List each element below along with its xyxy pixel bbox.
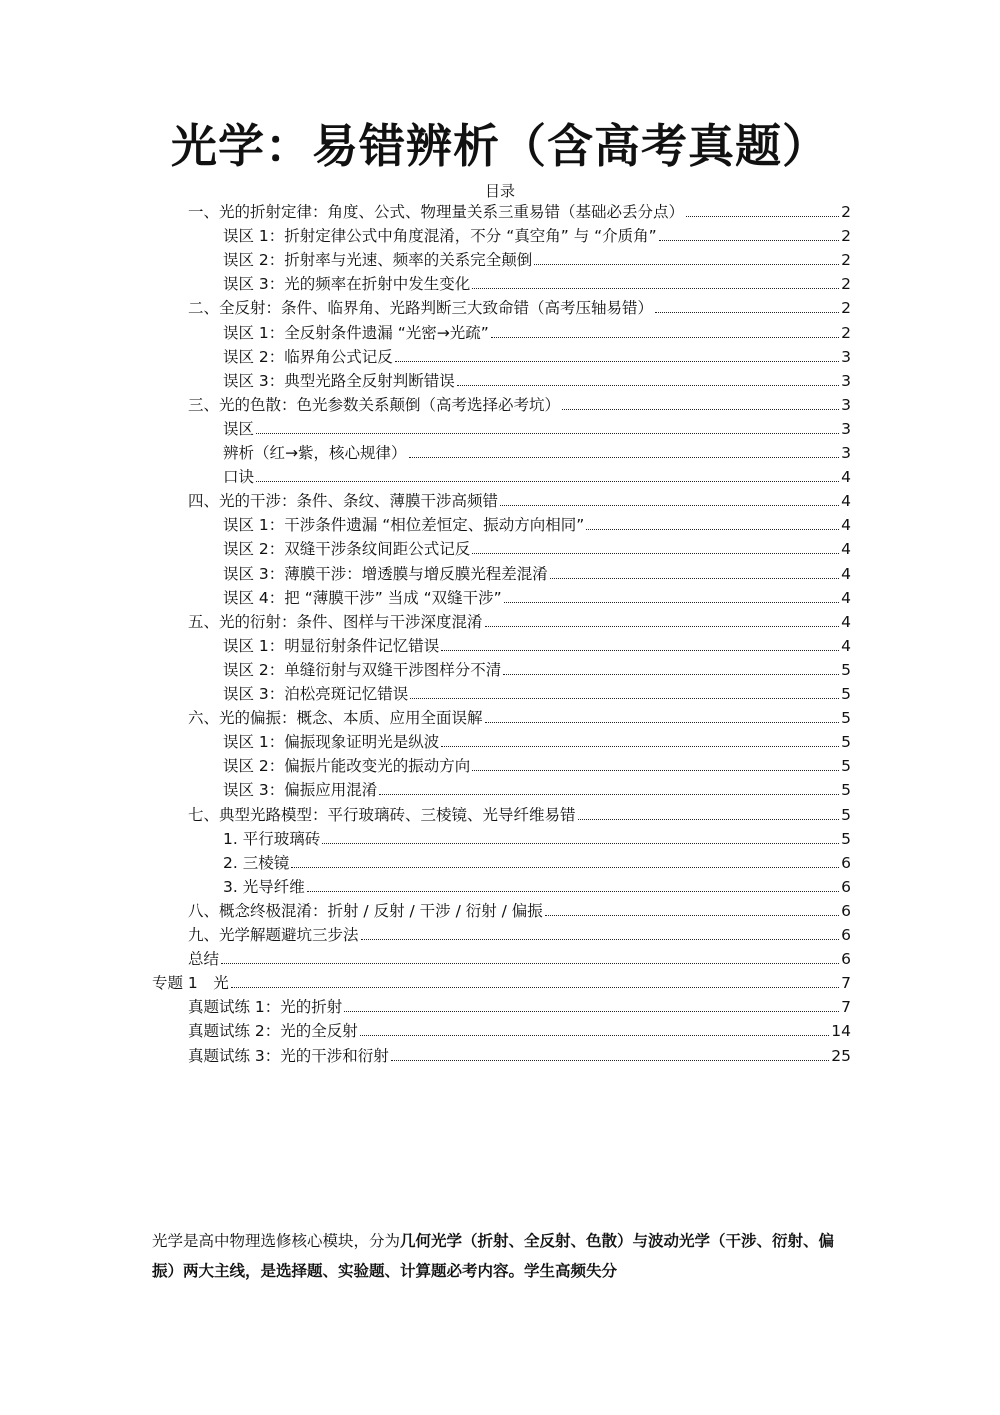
toc-dot-leader	[485, 610, 840, 627]
toc-dot-leader	[472, 754, 839, 771]
toc-entry-page: 6	[841, 853, 851, 872]
toc-entry-title: 误区 1：干涉条件遗漏 “相位差恒定、振动方向相同”	[223, 516, 585, 535]
toc-entry[interactable]	[223, 778, 851, 802]
toc-entry-page: 4	[841, 636, 851, 655]
toc-dot-leader	[441, 730, 839, 747]
toc-entry-title: 五、光的衍射：条件、图样与干涉深度混淆	[188, 612, 483, 631]
toc-entry-page: 5	[841, 709, 851, 728]
toc-entry[interactable]	[223, 441, 851, 465]
toc-dot-leader	[410, 682, 839, 699]
toc-entry-title: 八、概念终极混淆：折射 / 反射 / 干涉 / 衍射 / 偏振	[188, 901, 543, 920]
toc-entry-page: 14	[831, 1022, 851, 1041]
toc-entry[interactable]	[188, 706, 851, 730]
toc-entry-page: 3	[841, 395, 851, 414]
toc-dot-leader	[256, 465, 839, 482]
toc-entry-page: 5	[841, 733, 851, 752]
toc-heading: 目录	[484, 182, 515, 200]
toc-entry-page: 4	[841, 468, 851, 487]
toc-entry[interactable]	[188, 923, 851, 947]
toc-entry-page: 5	[841, 685, 851, 703]
toc-dot-leader	[545, 899, 839, 916]
toc-dot-leader	[500, 489, 839, 506]
toc-entry-title: 误区 2：单缝衍射与双缝干涉图样分不清	[223, 660, 502, 679]
toc-dot-leader	[322, 827, 839, 844]
toc-dot-leader	[550, 562, 839, 579]
toc-entry[interactable]	[223, 730, 851, 754]
toc-dot-leader	[655, 296, 839, 313]
toc-entry-title: 辨析（红→紫，核心规律）	[223, 444, 407, 462]
toc-entry[interactable]	[188, 200, 851, 224]
intro-bold-text: 几何光学（折射、全反射、色散）与波动光学（干涉、衍射、偏振）两大主线，是选择题、实验题、计算题必考内容。学生高频失分	[152, 1232, 835, 1280]
toc-entry-title: 2. 三棱镜	[223, 853, 290, 872]
toc-entry-title: 一、光的折射定律：角度、公式、物理量关系三重易错（基础必丢分点）	[188, 203, 685, 221]
toc-entry-page: 5	[841, 781, 851, 800]
toc-entry-title: 误区 3：光的频率在折射中发生变化	[223, 275, 471, 294]
toc-entry-title: 误区 3：偏振应用混淆	[223, 781, 378, 800]
toc-entry-page: 4	[841, 492, 851, 511]
toc-entry-title: 九、光学解题避坑三步法	[188, 926, 359, 944]
toc-entry[interactable]	[223, 634, 851, 658]
toc-entry[interactable]	[223, 658, 851, 682]
toc-entry[interactable]	[223, 321, 851, 345]
toc-entry-title: 误区 2：临界角公式记反	[223, 347, 393, 366]
toc-entry-page: 6	[841, 926, 851, 944]
toc-entry-title: 误区 4：把 “薄膜干涉” 当成 “双缝干涉”	[223, 588, 502, 607]
toc-entry-title: 总结	[188, 950, 220, 969]
toc-entry[interactable]	[188, 296, 851, 320]
toc-entry[interactable]	[223, 875, 851, 899]
toc-entry-page: 2	[841, 323, 851, 342]
toc-entry[interactable]	[223, 345, 851, 369]
toc-entry-title: 3. 光导纤维	[223, 877, 305, 896]
intro-text: 光学是高中物理选修核心模块，分为	[152, 1232, 401, 1250]
toc-entry[interactable]	[223, 562, 851, 586]
toc-entry-page: 4	[841, 540, 851, 559]
toc-dot-leader	[562, 393, 839, 410]
toc-dot-leader	[256, 417, 839, 434]
toc-dot-leader	[503, 658, 839, 675]
toc-entry-page: 25	[831, 1046, 851, 1065]
toc-entry-page: 4	[841, 588, 851, 607]
toc-entry-page: 5	[841, 660, 851, 679]
toc-entry-page: 3	[841, 347, 851, 366]
toc-dot-leader	[485, 706, 840, 723]
toc-entry[interactable]	[223, 851, 851, 875]
toc-dot-leader	[291, 851, 839, 868]
toc-entry-page: 3	[841, 444, 851, 462]
toc-dot-leader	[472, 272, 839, 289]
toc-entry[interactable]	[223, 272, 851, 296]
toc-entry-page: 5	[841, 805, 851, 824]
toc-entry-title: 真题试练 3：光的干涉和衍射	[188, 1046, 389, 1065]
toc-entry[interactable]	[223, 369, 851, 393]
toc-entry[interactable]	[223, 827, 851, 851]
toc-entry-page: 6	[841, 877, 851, 896]
toc-entry[interactable]	[188, 1019, 851, 1043]
toc-entry-title: 真题试练 1：光的折射	[188, 998, 343, 1017]
toc-entry-page: 3	[841, 371, 851, 390]
toc-entry-title: 误区 2：偏振片能改变光的振动方向	[223, 757, 471, 776]
toc-entry-page: 4	[841, 516, 851, 535]
toc-entry-page: 6	[841, 901, 851, 920]
toc-entry-title: 误区 3：泊松亮斑记忆错误	[223, 685, 409, 703]
toc-entry-page: 7	[841, 974, 851, 993]
toc-entry-title: 误区 3：典型光路全反射判断错误	[223, 371, 455, 390]
toc-entry[interactable]	[188, 489, 851, 513]
toc-entry-title: 误区 1：明显衍射条件记忆错误	[223, 636, 440, 655]
toc-entry[interactable]	[223, 586, 851, 610]
toc-entry[interactable]	[188, 610, 851, 634]
toc-dot-leader	[344, 995, 839, 1012]
toc-dot-leader	[534, 248, 839, 265]
toc-entry[interactable]	[223, 417, 851, 441]
toc-entry-title: 六、光的偏振：概念、本质、应用全面误解	[188, 709, 483, 728]
toc-entry-title: 二、全反射：条件、临界角、光路判断三大致命错（高考压轴易错）	[188, 299, 654, 318]
toc-entry-title: 七、典型光路模型：平行玻璃砖、三棱镜、光导纤维易错	[188, 805, 576, 824]
toc-entry[interactable]	[223, 224, 851, 248]
toc-dot-leader	[578, 803, 840, 820]
toc-entry[interactable]	[188, 1044, 851, 1068]
toc-entry-page: 5	[841, 829, 851, 848]
toc-dot-leader	[659, 224, 839, 241]
toc-entry-title: 误区 3：薄膜干涉：增透膜与增反膜光程差混淆	[223, 564, 548, 583]
toc-entry-page: 5	[841, 757, 851, 776]
toc-dot-leader	[379, 778, 839, 795]
toc-entry[interactable]	[188, 899, 851, 923]
toc-entry-page: 2	[841, 251, 851, 270]
toc-dot-leader	[586, 513, 839, 530]
toc-dot-leader	[361, 923, 840, 940]
toc-entry[interactable]	[188, 393, 851, 417]
toc-entry-page: 2	[841, 203, 851, 221]
toc-dot-leader	[441, 634, 839, 651]
toc-entry[interactable]	[152, 971, 851, 995]
toc-entry-page: 4	[841, 612, 851, 631]
toc-entry-title: 四、光的干涉：条件、条纹、薄膜干涉高频错	[188, 492, 499, 511]
toc-entry-title: 1. 平行玻璃砖	[223, 829, 321, 848]
toc-dot-leader	[504, 586, 839, 603]
toc-entry-title: 误区 1：折射定律公式中角度混淆，不分 “真空角” 与 “介质角”	[223, 227, 657, 246]
intro-paragraph	[152, 1226, 852, 1286]
toc-dot-leader	[395, 345, 839, 362]
toc-entry-title: 真题试练 2：光的全反射	[188, 1022, 358, 1041]
document-title: 光学：易错辨析（含高考真题）	[171, 119, 829, 173]
toc-entry[interactable]	[223, 513, 851, 537]
toc-entry-page: 6	[841, 950, 851, 969]
toc-entry-title: 三、光的色散：色光参数关系颠倒（高考选择必考坑）	[188, 395, 561, 414]
toc-entry[interactable]	[188, 803, 851, 827]
toc-dot-leader	[231, 971, 839, 988]
toc-entry-title: 误区 2：折射率与光速、频率的关系完全颠倒	[223, 251, 533, 270]
toc-dot-leader	[409, 441, 840, 458]
toc-entry-title: 误区 1：全反射条件遗漏 “光密→光疏”	[223, 323, 489, 342]
toc-entry-title: 误区 1：偏振现象证明光是纵波	[223, 733, 440, 752]
toc-entry-page: 2	[841, 299, 851, 318]
toc-entry[interactable]	[223, 465, 851, 489]
toc-entry[interactable]	[223, 248, 851, 272]
toc-entry-title: 口诀	[223, 468, 255, 487]
toc-entry[interactable]	[223, 537, 851, 561]
toc-dot-leader	[491, 321, 839, 338]
toc-entry-page: 3	[841, 419, 851, 438]
toc-entry-title: 专题 1 光	[152, 974, 229, 993]
toc-dot-leader	[307, 875, 839, 892]
toc-entry[interactable]	[223, 682, 851, 706]
toc-entry-title: 误区	[223, 419, 255, 438]
toc-entry-page: 2	[841, 275, 851, 294]
toc-entry[interactable]	[188, 947, 851, 971]
toc-dot-leader	[391, 1044, 829, 1061]
toc-entry[interactable]	[223, 754, 851, 778]
toc-entry-page: 7	[841, 998, 851, 1017]
toc-dot-leader	[360, 1019, 829, 1036]
toc-dot-leader	[472, 537, 839, 554]
toc-entry[interactable]	[188, 995, 851, 1019]
toc-dot-leader	[457, 369, 839, 386]
toc-dot-leader	[221, 947, 839, 964]
toc-entry-page: 2	[841, 227, 851, 246]
toc-dot-leader	[686, 200, 839, 217]
toc-entry-page: 4	[841, 564, 851, 583]
toc-entry-title: 误区 2：双缝干涉条纹间距公式记反	[223, 540, 471, 559]
